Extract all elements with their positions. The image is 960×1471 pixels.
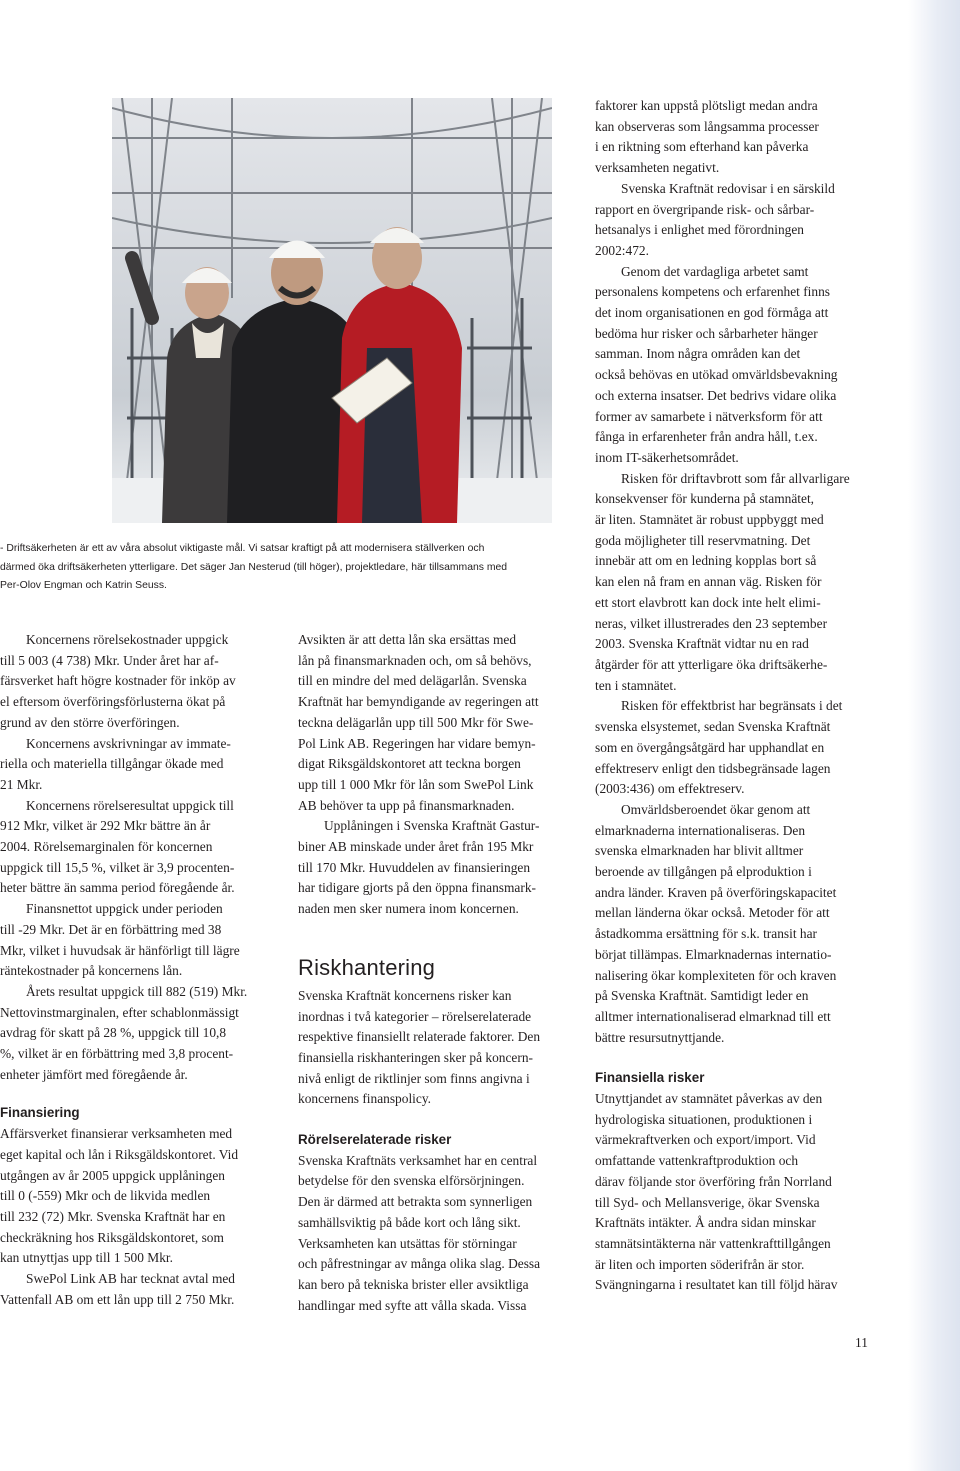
substation-photo: [112, 98, 552, 523]
text-line: andra länder. Kraven på överföringskapacitet: [595, 884, 837, 900]
text-line: Kraftnät har bemyndigande av regeringen att: [298, 694, 539, 710]
text-line: börjat tillämpas. Elmarknadernas internatio-: [595, 946, 832, 962]
text-line: Finansnettot uppgick under perioden: [26, 901, 223, 917]
text-line: koncernens finanspolicy.: [298, 1091, 431, 1107]
caption-line: därmed öka driftsäkerheten ytterligare. Det säger Jan Nesterud (till höger), projektledare, här tillsammans med: [0, 561, 508, 573]
text-line: Mkr, vilket i huvudsak är hänförligt till lägre: [0, 942, 240, 958]
text-line: Svenska Kraftnät koncernens risker kan: [298, 987, 512, 1003]
text-line: nivå enligt de riktlinjer som finns angivna i: [298, 1070, 530, 1086]
text-line: respektive finansiellt relaterade faktorer. Den: [298, 1029, 541, 1045]
paragraph-annual-result: [0, 982, 272, 1086]
text-line: Omvärldsberoendet ökar genom att: [621, 801, 811, 817]
text-line: till -29 Mkr. Det är en förbättring med 38: [0, 921, 222, 937]
paragraph-risk-categories: [298, 986, 572, 1110]
paragraph-competence: [595, 262, 867, 469]
text-line: (2003:436) om effektreserv.: [595, 781, 745, 797]
heading-operational-risks: Rörelserelaterade risker: [298, 1132, 452, 1148]
text-line: utgången av år 2005 uppgick upplåningen: [0, 1167, 225, 1183]
text-line: neras, vilket illustrerades den 23 september: [595, 615, 828, 631]
paragraph-financing: [0, 1124, 272, 1269]
text-line: samman. Inom några områden kan det: [595, 346, 801, 362]
text-line: bättre resursutnyttjande.: [595, 1029, 725, 1045]
paragraph-swepol-loan: [0, 1269, 272, 1310]
text-line: samhällsviktig på både kort och lång sikt.: [298, 1214, 521, 1230]
paragraph-depreciation: [0, 734, 272, 796]
text-line: %, vilket är en förbättring med 3,8 procent-: [0, 1046, 234, 1062]
text-line: riella och materiella tillgångar ökade med: [0, 756, 224, 772]
text-line: kan observeras som långsamma processer: [595, 118, 819, 134]
text-line: avdrag för skatt på 28 %, uppgick till 10,8: [0, 1025, 227, 1041]
paragraph-operating-result: [0, 796, 272, 900]
text-line: naden men sker numera inom koncernen.: [298, 901, 519, 917]
paragraph-gasturbiner-loan: [298, 816, 572, 920]
text-line: eget kapital och lån i Riksgäldskontoret. Vid: [0, 1146, 239, 1162]
text-line: i en riktning som efterhand kan påverka: [595, 139, 809, 155]
paragraph-operational-risks: [298, 1151, 572, 1317]
text-line: Koncernens rörelseresultat uppgick till: [26, 797, 234, 813]
text-line: svenska elmarknaden har blivit alltmer: [595, 843, 804, 859]
text-line: Pol Link AB. Regeringen har vidare bemyn-: [298, 735, 536, 751]
page-edge-shading: [908, 0, 960, 1471]
text-line: kan bero på tekniska brister eller avsiktliga: [298, 1276, 529, 1292]
text-line: betydelse för den svenska elförsörjningen.: [298, 1173, 525, 1189]
text-line: till 0 (-559) Mkr och de likvida medlen: [0, 1188, 211, 1204]
text-line: därav följande stor överföring från Norrland: [595, 1173, 832, 1189]
text-line: Koncernens rörelsekostnader uppgick: [26, 632, 229, 647]
text-line: handlingar med syfte att vålla skada. Vissa: [298, 1297, 527, 1313]
text-line: åtgärder för att ytterligare öka driftsäkerhe-: [595, 656, 828, 672]
text-line: beroende av tillgången på elproduktion i: [595, 864, 812, 880]
text-line: nalisering ökar komplexiteten för och kraven: [595, 967, 837, 983]
text-line: personalens kompetens och erfarenhet finns: [595, 284, 830, 300]
text-line: värmekraftverken och export/import. Vid: [595, 1132, 816, 1148]
text-line: biner AB minskade under året från 195 Mkr: [298, 839, 534, 855]
page-number: 11: [855, 1335, 868, 1350]
text-line: Svängningarna i resultatet kan till följd härav: [595, 1277, 838, 1293]
caption-line: Per-Olov Engman och Katrin Seuss.: [0, 580, 167, 591]
text-line: omfattande vattenkraftproduktion och: [595, 1153, 799, 1169]
text-line: åstadkomma ersättning för s.k. transit har: [595, 926, 818, 942]
text-line: uppgick till 15,5 %, vilket är 3,9 procenten-: [0, 859, 235, 875]
text-line: finansiella riskhanteringen sker på koncern-: [298, 1049, 533, 1065]
text-line: SwePol Link AB har tecknat avtal med: [26, 1271, 235, 1287]
text-line: upp till 1 000 Mkr för lån som SwePol Link: [298, 776, 534, 792]
text-line: Affärsverket finansierar verksamheten med: [0, 1126, 233, 1142]
text-line: checkräkning hos Riksgäldskontoret, som: [0, 1229, 224, 1245]
paragraph-operating-costs: [0, 630, 272, 734]
text-line: också behövas en utökad omvärldsbevakning: [595, 367, 838, 383]
text-line: faktorer kan uppstå plötsligt medan andra: [595, 98, 818, 113]
text-line: färsverket haft högre kostnader för inköp av: [0, 673, 236, 689]
text-line: till 232 (72) Mkr. Svenska Kraftnät har en: [0, 1208, 226, 1224]
text-line: AB behöver ta upp på finansmarknaden.: [298, 797, 515, 813]
text-line: fånga in erfarenheter från andra håll, t.ex.: [595, 429, 818, 445]
text-line: Genom det vardagliga arbetet samt: [621, 263, 809, 279]
text-line: 2003. Svenska Kraftnät vidtar nu en rad: [595, 636, 809, 652]
text-line: till en mindre del med delägarlån. Svenska: [298, 673, 527, 689]
text-line: effektreserv enligt den tidsbegränsade lagen: [595, 760, 831, 776]
text-line: el eftersom överföringsförlusterna ökat på: [0, 694, 226, 710]
paragraph-financial-net: [0, 899, 272, 982]
paragraph-financial-risks: [595, 1089, 867, 1296]
text-line: alltmer internationaliserad elmarknad till ett: [595, 1008, 831, 1024]
text-line: är liten. Stamnätet är robust uppbyggt med: [595, 512, 824, 528]
text-line: konsekvenser för kunderna på stamnätet,: [595, 491, 815, 507]
column-right: [595, 96, 867, 1296]
text-line: former av samarbete i nätverksform för att: [595, 408, 823, 424]
text-line: innebär att om en ledning kopplas bort så: [595, 553, 817, 569]
text-line: som en övergångsåtgärd har upphandlat en: [595, 739, 825, 755]
text-line: och påfrestningar av många olika slag. Dessa: [298, 1256, 541, 1272]
text-line: Koncernens avskrivningar av immate-: [26, 735, 231, 751]
text-line: hetsanalys i enlighet med förordningen: [595, 222, 804, 238]
text-line: hydrologiska situationen, produktionen i: [595, 1111, 813, 1127]
text-line: till 170 Mkr. Huvuddelen av finansieringen: [298, 859, 531, 875]
paragraph-outage-risk: [595, 469, 867, 697]
text-line: på Svenska Kraftnät. Samtidigt leder en: [595, 988, 809, 1004]
text-line: till 5 003 (4 738) Mkr. Under året har af-: [0, 652, 219, 668]
column-left: [0, 630, 272, 1311]
text-line: Årets resultat uppgick till 882 (519) Mkr.: [26, 983, 248, 999]
text-line: mellan länderna ökar också. Metoder för att: [595, 905, 830, 921]
text-line: har tidigare gjorts på den öppna finansmark-: [298, 880, 536, 896]
text-line: digat Riksgäldskontoret att teckna borgen: [298, 756, 521, 772]
text-line: räntekostnader på koncernens lån.: [0, 963, 183, 979]
text-line: elmarknaderna internationaliseras. Den: [595, 822, 806, 838]
text-line: Svenska Kraftnäts verksamhet har en central: [298, 1152, 538, 1168]
text-line: Vattenfall AB om ett lån upp till 2 750 Mkr.: [0, 1291, 235, 1307]
text-line: enheter jämfört med föregående år.: [0, 1066, 188, 1082]
paragraph-loan-replacement: [298, 630, 572, 816]
text-line: bedöma hur risker och sårbarheter hänger: [595, 325, 818, 341]
text-line: rapport en övergripande risk- och sårbar-: [595, 201, 815, 217]
photo-caption: [0, 540, 590, 596]
text-line: 912 Mkr, vilket är 292 Mkr bättre än år: [0, 818, 211, 834]
column-middle: [298, 630, 572, 1316]
text-line: Risken för driftavbrott som får allvarligare: [621, 470, 850, 486]
text-line: verksamheten negativt.: [595, 160, 720, 176]
text-line: 2004. Rörelsemarginalen för koncernen: [0, 839, 213, 855]
text-line: det inom organisationen en god förmåga att: [595, 305, 829, 321]
caption-line: - Driftsäkerheten är ett av våra absolut viktigaste mål. Vi satsar kraftigt på att modernisera ställverken och: [0, 543, 485, 554]
paragraph-power-shortage: [595, 696, 867, 800]
text-line: grund av den större överföringen.: [0, 714, 180, 730]
text-line: Upplåningen i Svenska Kraftnät Gastur-: [324, 818, 540, 834]
text-line: lån på finansmarknaden och, om så behövs,: [298, 652, 532, 668]
text-line: och externa insatser. Det bedrivs vidare olika: [595, 387, 837, 403]
text-line: kan utnyttjas upp till 1 500 Mkr.: [0, 1250, 173, 1266]
text-line: är liten och importen söderifrån är stor.: [595, 1256, 805, 1272]
text-line: Kraftnäts intäkter. Å andra sidan minskar: [595, 1215, 816, 1231]
paragraph-risk-factors: [595, 96, 867, 179]
heading-risk-management: Riskhantering: [298, 954, 436, 980]
text-line: heter bättre än samma period föregående år.: [0, 880, 235, 896]
text-line: kan elen nå fram en annan väg. Risken för: [595, 574, 822, 590]
text-line: teckna delägarlån upp till 500 Mkr för Swe-: [298, 714, 534, 730]
text-line: Risken för effektbrist har begränsats i det: [621, 698, 843, 714]
text-line: Utnyttjandet av stamnätet påverkas av den: [595, 1091, 823, 1107]
paragraph-international-dependence: [595, 800, 867, 1048]
text-line: stamnätsintäkterna när vattenkrafttillgången: [595, 1235, 831, 1251]
text-line: Avsikten är att detta lån ska ersättas med: [298, 632, 517, 647]
text-line: ett stort elavbrott kan dock inte helt elimi-: [595, 594, 821, 610]
text-line: Nettovinstmarginalen, efter schablonmässigt: [0, 1004, 239, 1020]
text-line: inom IT-säkerhetsområdet.: [595, 449, 739, 465]
heading-financing: Finansiering: [0, 1105, 80, 1121]
text-line: ten i stamnätet.: [595, 677, 677, 693]
text-line: svenska elsystemet, sedan Svenska Kraftnät: [595, 719, 831, 735]
text-line: Verksamheten kan utsättas för störningar: [298, 1235, 517, 1251]
text-line: 21 Mkr.: [0, 776, 43, 792]
text-line: inordnas i två kategorier – rörelserelaterade: [298, 1008, 532, 1024]
text-line: Den är därmed att betrakta som synnerligen: [298, 1194, 533, 1210]
text-line: goda möjligheter till reservmatning. Det: [595, 532, 811, 548]
heading-financial-risks: Finansiella risker: [595, 1070, 705, 1086]
text-line: till Syd- och Mellansverige, ökar Svenska: [595, 1194, 820, 1210]
paragraph-risk-report: [595, 179, 867, 262]
text-line: 2002:472.: [595, 242, 649, 258]
text-line: Svenska Kraftnät redovisar i en särskild: [621, 180, 835, 196]
